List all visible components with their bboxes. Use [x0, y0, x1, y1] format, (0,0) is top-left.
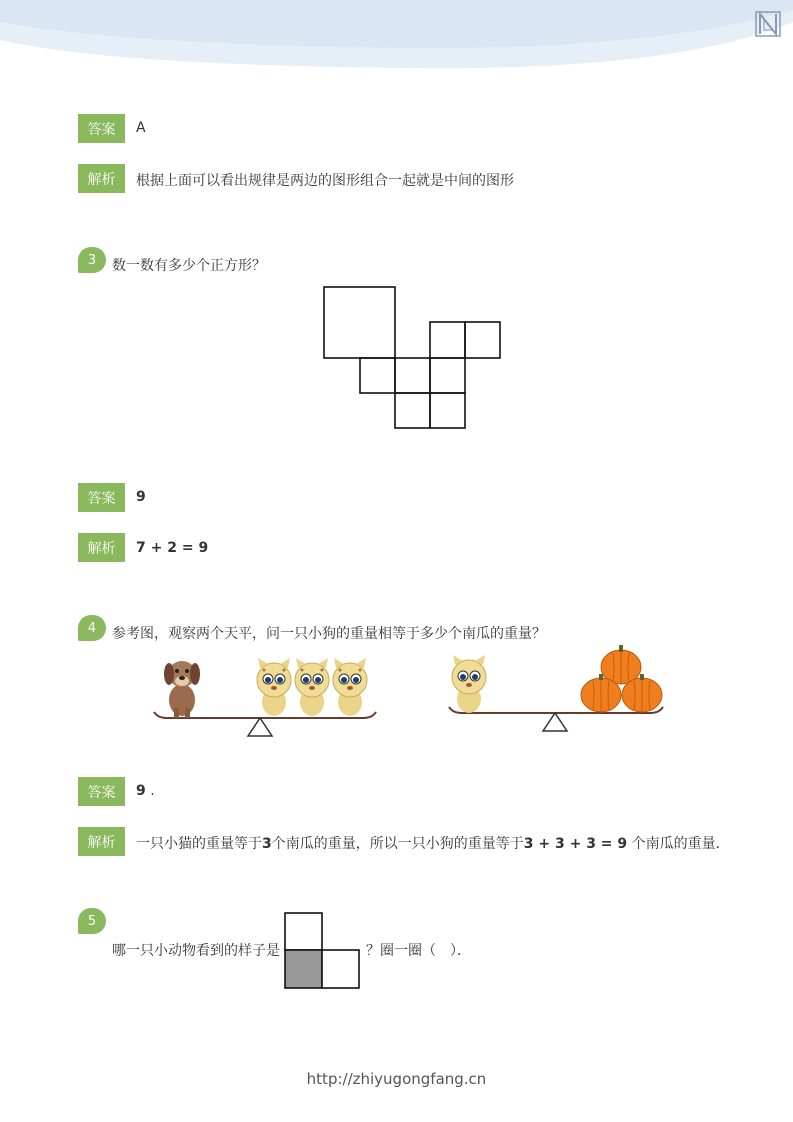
q4-answer: [136, 783, 155, 799]
q4-answer-value: 9: [136, 783, 146, 799]
q5-question-after: ？圈一圈（ ）．: [366, 943, 471, 959]
q4-analysis-expr: 3 + 3 + 3 = 9: [523, 836, 628, 852]
dog-icon: [164, 661, 200, 718]
header-wave: [0, 0, 793, 80]
q5-question-before: 哪一只小动物看到的样子是: [112, 943, 280, 959]
analysis-tag: 解析: [78, 827, 125, 856]
cat-icon: [295, 658, 329, 716]
q4-analysis-num: 3: [262, 836, 272, 852]
cat-icon: [452, 655, 486, 713]
question-number: 4: [78, 615, 106, 641]
answer-tag: 答案: [78, 114, 125, 143]
answer-tag: 答案: [78, 777, 125, 806]
q2-analysis: 根据上面可以看出规律是两边的图形组合一起就是中间的图形: [136, 173, 514, 189]
q3-analysis: 7 + 2 = 9: [136, 540, 209, 556]
balance-left-figure: [150, 650, 380, 740]
q2-answer: A: [136, 120, 146, 136]
q4-question: 参考图，观察两个天平，问一只小狗的重量相等于多少个南瓜的重量？: [112, 626, 546, 642]
analysis-tag: 解析: [78, 164, 125, 193]
q3-question: 数一数有多少个正方形？: [112, 258, 266, 274]
pumpkin-icon: [601, 645, 641, 684]
cat-icon: [333, 658, 367, 716]
balance-right-figure: [445, 645, 670, 735]
q4-analysis-part1: 一只小猫的重量等于: [136, 836, 262, 852]
q4-answer-suffix: .: [150, 783, 155, 799]
analysis-tag: 解析: [78, 533, 125, 562]
squares-figure: [322, 286, 504, 432]
question-number: 5: [78, 908, 106, 934]
logo-icon: [754, 10, 782, 38]
question-number: 3: [78, 247, 106, 273]
q4-analysis: [136, 833, 730, 853]
footer-url[interactable]: http://zhiyugongfang.cn: [306, 1070, 487, 1088]
q4-analysis-part3: 个南瓜的重量．: [631, 836, 730, 852]
view-shape-figure: [284, 912, 362, 990]
q3-answer: 9: [136, 489, 146, 505]
answer-tag: 答案: [78, 483, 125, 512]
cat-icon: [257, 658, 291, 716]
q4-analysis-part2: 个南瓜的重量，所以一只小狗的重量等于: [271, 836, 524, 852]
